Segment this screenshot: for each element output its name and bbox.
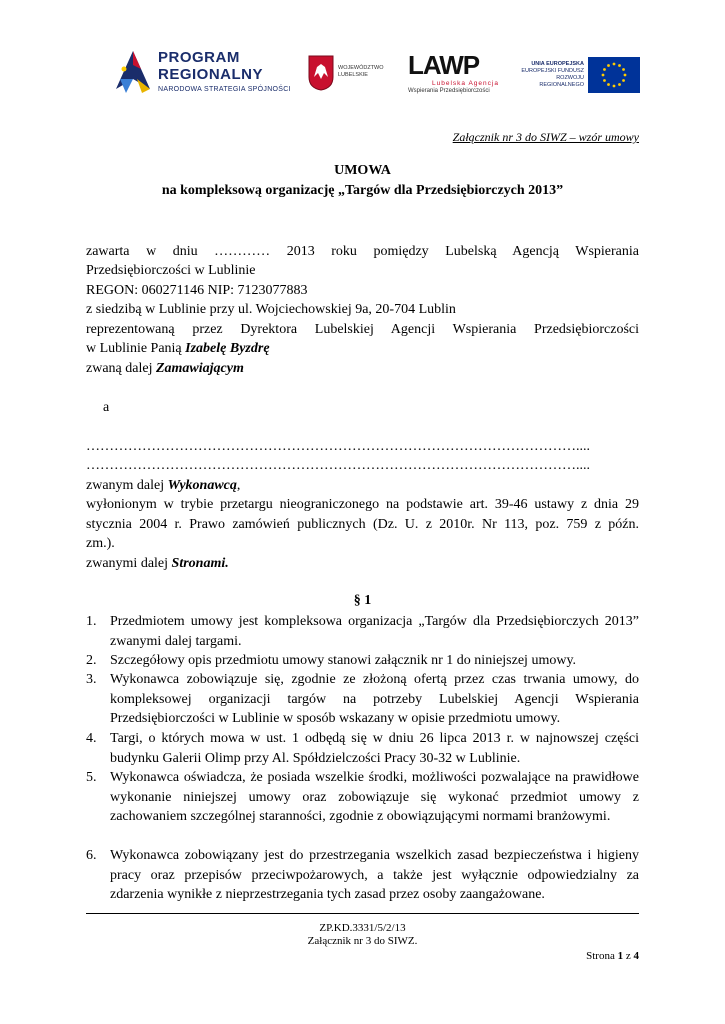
program-logo-line2: REGIONALNY	[158, 66, 264, 83]
representative-name-line: w Lublinie Panią Izabelę Byzdrę	[86, 341, 270, 356]
document-subtitle: na kompleksową organizację „Targów dla Przedsiębiorczych 2013”	[161, 183, 564, 198]
lawp-logo-word: LAWP	[408, 50, 480, 80]
document-title: UMOWA	[334, 163, 391, 178]
representative-name: Izabelę Byzdrę	[185, 341, 270, 356]
lawp-logo-tagline: Wspierania Przedsiębiorczości	[408, 88, 490, 94]
eu-star-icon	[622, 79, 625, 82]
eu-star-icon	[607, 83, 610, 86]
item-number-4: 4.	[86, 731, 97, 746]
parties-line: zwanymi dalej Stronami.	[86, 556, 229, 571]
item-number-3: 3.	[86, 672, 97, 687]
eu-star-icon	[603, 68, 606, 71]
contract-intro-line: zawarta w dniu ………… 2013 roku pomiędzy Lubelską Agencją Wspierania	[86, 244, 639, 259]
contractor-placeholder-1: ……………………………………………………………………………………………....	[86, 439, 590, 454]
eu-star-icon	[613, 85, 616, 88]
annex-note: Załącznik nr 3 do SIWZ – wzór umowy	[452, 130, 639, 144]
eu-star-icon	[613, 63, 616, 66]
contractor-role: Wykonawcą	[167, 478, 237, 493]
eu-star-icon	[602, 74, 605, 77]
eu-star-icon	[618, 83, 621, 86]
eu-star-icon	[618, 64, 621, 67]
program-logo-line1: PROGRAM	[158, 49, 240, 66]
footer-divider	[86, 913, 639, 914]
eu-logo	[516, 55, 642, 95]
program-regionalny-emblem-icon	[114, 49, 152, 95]
program-regionalny-logo	[114, 45, 294, 103]
contract-party-name: Przedsiębiorczości w Lublinie	[86, 263, 256, 278]
eu-flag-icon	[588, 57, 640, 93]
list-item: Targi, o których mowa w ust. 1 odbędą się w dniu 26 lipca 2013 r. w najnowszej części budynku Galerii Olimp przy Al. Spółdzielczości Pracy 30-32 w Lublinie.	[110, 731, 639, 766]
lawp-logo	[408, 50, 499, 100]
list-item: Wykonawca zobowiązany jest do przestrzegania wszelkich zasad bezpieczeństwa i higieny pracy oraz przepisów przeciwpożarowych, a także jest wyłącznie odpowiedzialny za zdarzenia wynikłe z nieprzestrzegania tych zasad przez osoby zaangażowane.	[110, 848, 639, 902]
wojewodztwo-lubelskie-logo	[308, 53, 384, 97]
footer-reference: ZP.KD.3331/5/2/13	[319, 922, 406, 934]
conjunction-and: a	[103, 400, 110, 415]
section-heading: § 1	[353, 593, 372, 608]
item-number-5: 5.	[86, 770, 97, 785]
contractor-placeholder-2: ……………………………………………………………………………………………....	[86, 458, 590, 473]
page-number: Strona 1 z 4	[586, 950, 639, 962]
list-item: Wykonawca zobowiązuje się, zgodnie ze złożoną ofertą przez czas trwania umowy, do kompleksowej organizacji targów na potrzeby Lubelskiej Agencji Wspierania Przedsiębiorczości w Lublinie w sposób wskazany w opisie przedmiotu umowy.	[110, 672, 639, 726]
page-total: 4	[633, 950, 639, 962]
eu-logo-text: UNIA EUROPEJSKA EUROPEJSKI FUNDUSZ ROZWOJU REGIONALNEGO	[521, 61, 584, 88]
parties-role: Stronami.	[171, 556, 229, 571]
contractor-role-line: zwanym dalej Wykonawcą,	[86, 478, 241, 493]
program-logo-line3: NARODOWA STRATEGIA SPÓJNOŚCI	[158, 86, 291, 93]
item-number-1: 1.	[86, 614, 97, 629]
coat-of-arms-icon	[308, 55, 334, 91]
party-address: z siedzibą w Lublinie przy ul. Wojciechowskiej 9a, 20-704 Lublin	[86, 302, 456, 317]
ordering-party-line: zwaną dalej Zamawiającym	[86, 361, 244, 376]
list-item: Wykonawca oświadcza, że posiada wszelkie środki, możliwości pozwalające na prawidłowe wykonanie niniejszej umowy oraz zobowiązuje się wykonać przedmiot umowy z zachowaniem szczególnej staranności, zgodnie z obowiązującymi normami branżowymi.	[110, 770, 639, 824]
item-number-2: 2.	[86, 653, 97, 668]
footer-annex: Załącznik nr 3 do SIWZ.	[307, 935, 418, 947]
regon-nip: REGON: 060271146 NIP: 7123077883	[86, 283, 308, 298]
eu-star-icon	[624, 74, 627, 77]
ordering-party-role: Zamawiającym	[155, 361, 244, 376]
tender-basis-line2: stycznia 2004 r. Prawo zamówień publicznych (Dz. U. z 2010r. Nr 113, poz. 759 z późn.	[86, 517, 639, 532]
eu-star-icon	[603, 79, 606, 82]
item-number-6: 6.	[86, 848, 97, 863]
list-item: Przedmiotem umowy jest kompleksowa organizacja „Targów dla Przedsiębiorczych 2013” zwanymi dalej targami.	[110, 614, 639, 649]
tender-basis-line1: wyłonionym w trybie przetargu nieograniczonego na podstawie art. 39-46 ustawy z dnia 29	[86, 497, 639, 512]
list-item: Szczegółowy opis przedmiotu umowy stanowi załącznik nr 1 do niniejszej umowy.	[110, 653, 577, 668]
page-current: 1	[617, 950, 624, 962]
lawp-logo-subtitle: Lubelska Agencja	[432, 80, 499, 87]
eu-star-icon	[622, 68, 625, 71]
wojewodztwo-logo-text: WOJEWÓDZTWO LUBELSKIE	[338, 65, 384, 78]
tender-basis-line3: zm.).	[86, 536, 115, 551]
eu-star-icon	[607, 64, 610, 67]
representative-line: reprezentowaną przez Dyrektora Lubelskiej Agencji Wspierania Przedsiębiorczości	[86, 322, 639, 337]
